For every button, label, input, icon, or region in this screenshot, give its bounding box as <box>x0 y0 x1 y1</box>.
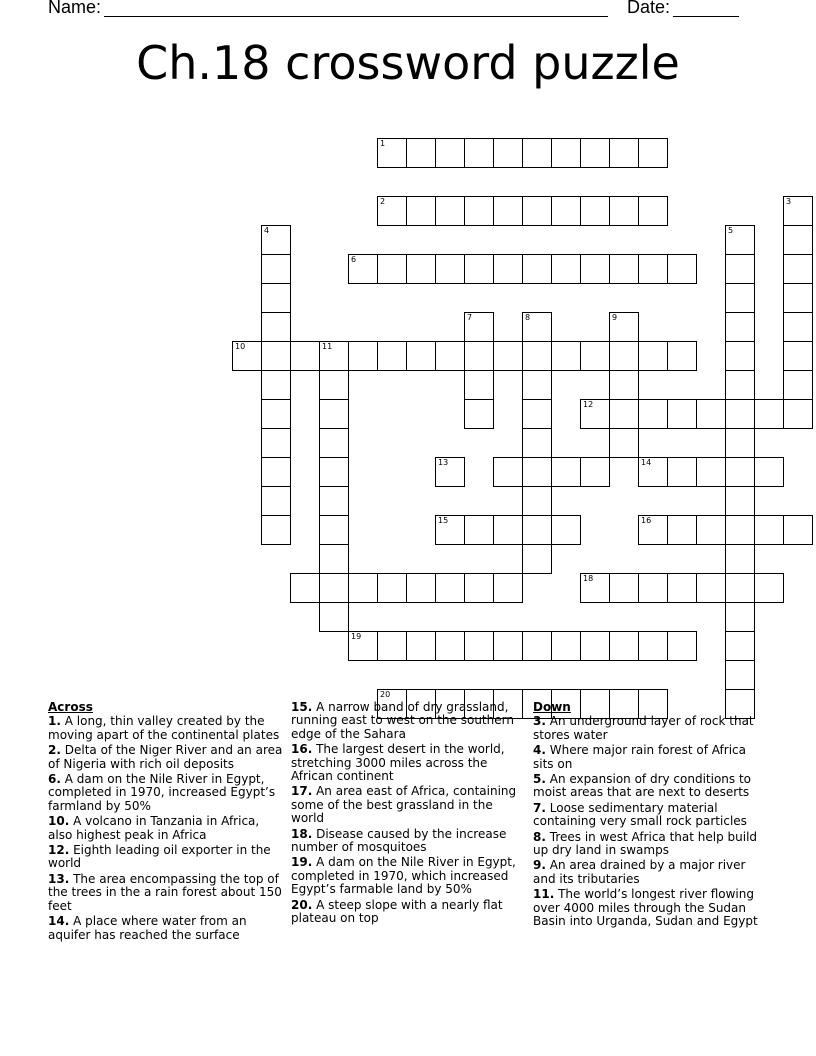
clue-item <box>291 828 521 855</box>
crossword-cell[interactable] <box>435 138 465 168</box>
crossword-cell[interactable] <box>725 254 755 284</box>
crossword-cell[interactable] <box>725 428 755 458</box>
crossword-cell[interactable] <box>493 573 523 603</box>
crossword-cell[interactable] <box>638 341 668 371</box>
crossword-cell[interactable] <box>551 341 581 371</box>
crossword-cell[interactable] <box>464 573 494 603</box>
name-label: Name: <box>48 0 102 17</box>
crossword-cell[interactable] <box>725 370 755 400</box>
crossword-cell[interactable] <box>580 631 610 661</box>
crossword-cell[interactable] <box>377 138 407 168</box>
crossword-cell[interactable] <box>464 515 494 545</box>
crossword-cell[interactable] <box>638 457 668 487</box>
crossword-cell[interactable] <box>638 515 668 545</box>
crossword-cell[interactable] <box>725 602 755 632</box>
crossword-cell[interactable] <box>232 341 262 371</box>
clue-number: 15 <box>438 516 449 525</box>
crossword-cell[interactable] <box>783 225 813 255</box>
clue-item-number: 5. <box>533 772 546 787</box>
clue-item-text: The largest desert in the world, stretching 3000 miles across the African continent <box>291 742 505 784</box>
crossword-cell[interactable] <box>435 196 465 226</box>
clue-number: 20 <box>380 690 391 699</box>
crossword-cell[interactable] <box>725 341 755 371</box>
crossword-cell[interactable] <box>783 254 813 284</box>
clue-item-number: 6. <box>48 772 61 787</box>
crossword-cell[interactable] <box>580 254 610 284</box>
clue-number: 8 <box>525 313 531 322</box>
clue-number: 14 <box>641 458 652 467</box>
clue-item-number: 4. <box>533 743 546 758</box>
crossword-cell[interactable] <box>435 457 465 487</box>
crossword-cell[interactable] <box>406 196 436 226</box>
clue-item-number: 17. <box>291 784 313 799</box>
crossword-cell[interactable] <box>261 428 291 458</box>
clue-number: 1 <box>380 139 386 148</box>
crossword-cell[interactable] <box>261 399 291 429</box>
clue-number: 16 <box>641 516 652 525</box>
crossword-cell[interactable] <box>696 515 726 545</box>
clue-item <box>291 785 521 825</box>
clue-number: 5 <box>728 226 734 235</box>
crossword-cell[interactable] <box>522 370 552 400</box>
crossword-cell[interactable] <box>522 544 552 574</box>
crossword-cell[interactable] <box>435 631 465 661</box>
crossword-cell[interactable] <box>261 486 291 516</box>
crossword-cell[interactable] <box>667 515 697 545</box>
crossword-cell[interactable] <box>348 631 378 661</box>
crossword-cell[interactable] <box>638 138 668 168</box>
crossword-cell[interactable] <box>435 341 465 371</box>
crossword-cell[interactable] <box>493 457 523 487</box>
crossword-cell[interactable] <box>319 341 349 371</box>
crossword-cell[interactable] <box>377 341 407 371</box>
clue-item <box>533 802 769 829</box>
clue-item <box>291 899 521 926</box>
crossword-cell[interactable] <box>609 428 639 458</box>
crossword-cell[interactable] <box>261 457 291 487</box>
clue-item-number: 13. <box>48 871 70 886</box>
crossword-cell[interactable] <box>522 254 552 284</box>
crossword-cell[interactable] <box>609 196 639 226</box>
puzzle-title: Ch.18 crossword puzzle <box>136 36 680 90</box>
crossword-cell[interactable] <box>348 254 378 284</box>
crossword-cell[interactable] <box>783 283 813 313</box>
crossword-cell[interactable] <box>493 341 523 371</box>
clue-item-number: 7. <box>533 800 546 815</box>
crossword-cell[interactable] <box>319 602 349 632</box>
crossword-cell[interactable] <box>377 573 407 603</box>
crossword-cell[interactable] <box>493 196 523 226</box>
crossword-cell[interactable] <box>290 341 320 371</box>
clue-item-text: An area drained by a major river and its tributaries <box>533 858 746 886</box>
crossword-cell[interactable] <box>522 428 552 458</box>
clues-across-column-2 <box>291 701 521 928</box>
crossword-cell[interactable] <box>522 515 552 545</box>
clues-down-column <box>533 701 769 931</box>
clue-item-text: A long, thin valley created by the moving apart of the continental plates <box>48 714 280 742</box>
clue-item <box>291 743 521 783</box>
clue-item <box>48 844 284 871</box>
crossword-cell[interactable] <box>522 196 552 226</box>
crossword-cell[interactable] <box>725 573 755 603</box>
clue-item <box>533 888 769 928</box>
crossword-cell[interactable] <box>725 399 755 429</box>
crossword-cell[interactable] <box>609 399 639 429</box>
crossword-cell[interactable] <box>754 457 784 487</box>
crossword-cell[interactable] <box>551 515 581 545</box>
crossword-cell[interactable] <box>319 457 349 487</box>
crossword-cell[interactable] <box>261 225 291 255</box>
crossword-cell[interactable] <box>435 573 465 603</box>
clue-item <box>533 744 769 771</box>
clue-item-number: 12. <box>48 843 70 858</box>
crossword-cell[interactable] <box>725 457 755 487</box>
crossword-cell[interactable] <box>522 312 552 342</box>
crossword-cell[interactable] <box>783 399 813 429</box>
crossword-cell[interactable] <box>667 573 697 603</box>
crossword-cell[interactable] <box>638 254 668 284</box>
crossword-cell[interactable] <box>464 399 494 429</box>
crossword-cell[interactable] <box>464 370 494 400</box>
clue-item-number: 14. <box>48 914 70 929</box>
crossword-cell[interactable] <box>319 573 349 603</box>
clue-item <box>48 873 284 913</box>
crossword-cell[interactable] <box>522 138 552 168</box>
across-heading: Across <box>48 700 93 714</box>
clue-number: 3 <box>786 197 792 206</box>
crossword-cell[interactable] <box>319 399 349 429</box>
crossword-cell[interactable] <box>493 515 523 545</box>
clue-item-number: 11. <box>533 887 555 902</box>
crossword-cell[interactable] <box>609 341 639 371</box>
crossword-cell[interactable] <box>754 399 784 429</box>
crossword-cell[interactable] <box>580 341 610 371</box>
clue-item-text: Loose sedimentary material containing very small rock particles <box>533 800 747 829</box>
crossword-cell[interactable] <box>261 254 291 284</box>
crossword-cell[interactable] <box>319 544 349 574</box>
clue-item-text: An expansion of dry conditions to moist areas that are next to deserts <box>533 772 752 800</box>
crossword-cell[interactable] <box>580 573 610 603</box>
clue-item-number: 16. <box>291 742 313 757</box>
clue-item-number: 3. <box>533 714 546 729</box>
clue-item-number: 19. <box>291 855 313 870</box>
clue-number: 4 <box>264 226 270 235</box>
clue-item-text: A place where water from an aquifer has reached the surface <box>48 914 247 942</box>
crossword-cell[interactable] <box>551 457 581 487</box>
crossword-cell[interactable] <box>319 515 349 545</box>
crossword-cell[interactable] <box>725 312 755 342</box>
crossword-cell[interactable] <box>725 283 755 313</box>
clue-number: 6 <box>351 255 357 264</box>
crossword-cell[interactable] <box>609 138 639 168</box>
crossword-cell[interactable] <box>580 138 610 168</box>
clue-item <box>533 831 769 858</box>
clue-item-text: Delta of the Niger River and an area of Nigeria with rich oil deposits <box>48 743 283 771</box>
clue-item <box>291 856 521 896</box>
crossword-cell[interactable] <box>261 283 291 313</box>
crossword-cell[interactable] <box>377 254 407 284</box>
crossword-cell[interactable] <box>406 573 436 603</box>
crossword-cell[interactable] <box>580 399 610 429</box>
down-heading: Down <box>533 700 571 714</box>
clue-item-text: A dam on the Nile River in Egypt, completed in 1970, increased Egypt’s farmland by 50% <box>48 772 276 813</box>
clue-item-number: 9. <box>533 858 546 873</box>
crossword-cell[interactable] <box>406 138 436 168</box>
crossword-cell[interactable] <box>377 631 407 661</box>
clue-item <box>48 915 284 942</box>
crossword-cell[interactable] <box>551 138 581 168</box>
crossword-cell[interactable] <box>522 399 552 429</box>
clue-item-text: An area east of Africa, containing some of the best grassland in the world <box>291 784 517 826</box>
clue-item <box>533 859 769 886</box>
crossword-cell[interactable] <box>464 254 494 284</box>
clue-item-number: 15. <box>291 700 313 714</box>
crossword-cell[interactable] <box>783 515 813 545</box>
crossword-cell[interactable] <box>725 225 755 255</box>
date-label: Date: <box>627 0 671 17</box>
crossword-cell[interactable] <box>725 660 755 690</box>
clue-item-number: 2. <box>48 743 61 758</box>
crossword-cell[interactable] <box>464 341 494 371</box>
clue-item <box>291 701 521 741</box>
clue-item-number: 8. <box>533 829 546 844</box>
crossword-cell[interactable] <box>609 370 639 400</box>
crossword-cell[interactable] <box>406 341 436 371</box>
crossword-cell[interactable] <box>551 254 581 284</box>
clue-number: 9 <box>612 313 618 322</box>
crossword-cell[interactable] <box>609 631 639 661</box>
crossword-cell[interactable] <box>406 631 436 661</box>
crossword-cell[interactable] <box>754 573 784 603</box>
crossword-cell[interactable] <box>261 370 291 400</box>
crossword-cell[interactable] <box>261 341 291 371</box>
clue-item <box>48 815 284 842</box>
clue-number: 13 <box>438 458 449 467</box>
clue-item-text: Trees in west Africa that help build up dry land in swamps <box>533 829 758 858</box>
crossword-cell[interactable] <box>464 138 494 168</box>
clue-item <box>48 744 284 771</box>
clues-across-column-1 <box>48 701 284 944</box>
clue-item-number: 1. <box>48 714 61 729</box>
crossword-cell[interactable] <box>522 631 552 661</box>
clue-item-text: The world’s longest river flowing over 4000 miles through the Sudan Basin into Urganda, Sudan and Egypt <box>533 887 758 929</box>
crossword-cell[interactable] <box>783 341 813 371</box>
crossword-cell[interactable] <box>696 399 726 429</box>
crossword-cell[interactable] <box>348 573 378 603</box>
clue-item <box>48 715 284 742</box>
crossword-cell[interactable] <box>464 631 494 661</box>
crossword-cell[interactable] <box>783 370 813 400</box>
crossword-cell[interactable] <box>377 196 407 226</box>
crossword-cell[interactable] <box>522 457 552 487</box>
crossword-cell[interactable] <box>609 573 639 603</box>
crossword-cell[interactable] <box>493 138 523 168</box>
clue-item-text: The area encompassing the top of the trees in the a rain forest about 150 feet <box>48 871 282 913</box>
crossword-cell[interactable] <box>638 196 668 226</box>
clue-number: 11 <box>322 342 333 351</box>
clue-number: 7 <box>467 313 473 322</box>
crossword-cell[interactable] <box>609 312 639 342</box>
clue-number: 2 <box>380 197 386 206</box>
crossword-cell[interactable] <box>667 399 697 429</box>
crossword-cell[interactable] <box>696 457 726 487</box>
clue-item-text: A volcano in Tanzania in Africa, also highest peak in Africa <box>48 814 260 842</box>
crossword-cell[interactable] <box>667 341 697 371</box>
clue-item-text: Disease caused by the increase number of mosquitoes <box>291 826 507 855</box>
crossword-cell[interactable] <box>464 312 494 342</box>
clue-number: 18 <box>583 574 594 583</box>
crossword-cell[interactable] <box>667 631 697 661</box>
crossword-cell[interactable] <box>580 196 610 226</box>
crossword-cell[interactable] <box>725 486 755 516</box>
crossword-cell[interactable] <box>667 457 697 487</box>
clue-number: 19 <box>351 632 362 641</box>
crossword-cell[interactable] <box>638 631 668 661</box>
crossword-cell[interactable] <box>696 573 726 603</box>
crossword-cell[interactable] <box>348 341 378 371</box>
crossword-cell[interactable] <box>783 196 813 226</box>
crossword-cell[interactable] <box>319 486 349 516</box>
clue-item-number: 18. <box>291 826 313 841</box>
clue-number: 12 <box>583 400 594 409</box>
crossword-cell[interactable] <box>638 399 668 429</box>
crossword-cell[interactable] <box>406 254 436 284</box>
clue-item-text: A steep slope with a nearly flat plateau on top <box>291 897 503 926</box>
crossword-cell[interactable] <box>725 515 755 545</box>
crossword-cell[interactable] <box>464 196 494 226</box>
clue-number: 10 <box>235 342 246 351</box>
crossword-cell[interactable] <box>725 544 755 574</box>
crossword-cell[interactable] <box>493 631 523 661</box>
clue-item-text: An underground layer of rock that stores water <box>533 714 754 742</box>
crossword-cell[interactable] <box>551 196 581 226</box>
crossword-cell[interactable] <box>261 515 291 545</box>
crossword-cell[interactable] <box>522 341 552 371</box>
crossword-cell[interactable] <box>435 254 465 284</box>
crossword-cell[interactable] <box>580 457 610 487</box>
crossword-cell[interactable] <box>319 428 349 458</box>
crossword-cell[interactable] <box>290 573 320 603</box>
clue-item <box>533 715 769 742</box>
clue-item-number: 20. <box>291 897 313 912</box>
crossword-cell[interactable] <box>667 254 697 284</box>
clue-item <box>48 773 284 813</box>
clue-item-text: Where major rain forest of Africa sits on <box>533 743 746 771</box>
crossword-cell[interactable] <box>493 254 523 284</box>
crossword-cell[interactable] <box>522 486 552 516</box>
crossword-cell[interactable] <box>319 370 349 400</box>
clue-item-text: A narrow band of dry grassland, running east to west on the southern edge of the Sahara <box>291 700 514 741</box>
crossword-cell[interactable] <box>725 631 755 661</box>
crossword-cell[interactable] <box>754 515 784 545</box>
crossword-cell[interactable] <box>261 312 291 342</box>
crossword-cell[interactable] <box>783 312 813 342</box>
crossword-cell[interactable] <box>609 254 639 284</box>
clue-item-text: A dam on the Nile River in Egypt, completed in 1970, which increased Egypt’s farmable land by 50% <box>291 855 516 897</box>
clue-item-number: 10. <box>48 814 70 829</box>
crossword-cell[interactable] <box>435 515 465 545</box>
clue-item <box>533 773 769 800</box>
crossword-cell[interactable] <box>638 573 668 603</box>
crossword-cell[interactable] <box>551 631 581 661</box>
clue-item-text: Eighth leading oil exporter in the world <box>48 843 271 871</box>
